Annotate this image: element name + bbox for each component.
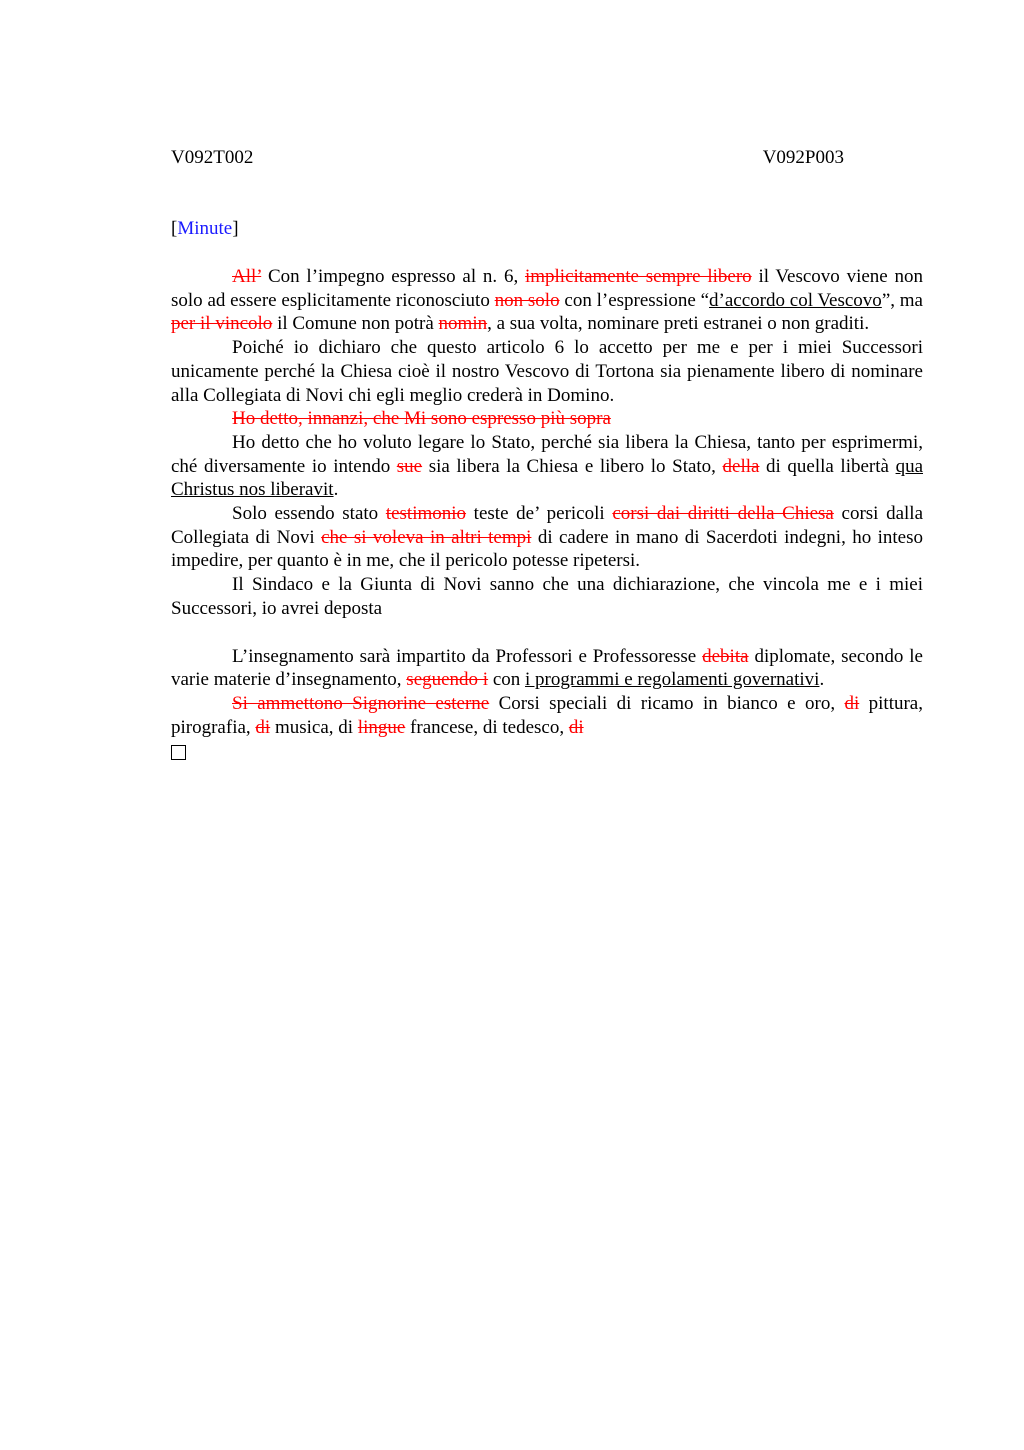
deleted-text: testimonio [385,503,467,525]
text-run: di cadere in mano di Sacerdoti indegni, ho inteso impedire, per quanto è in me, che il pericolo potesse ripetersi. [171,526,924,572]
text-run: francese, di tedesco, [405,716,569,738]
paragraph-1 [171,265,923,336]
paragraph-8 [171,692,923,739]
minute-link[interactable]: Minute [177,218,233,239]
text-code: V092T002 [171,147,254,168]
deleted-text: per il vincolo [171,313,273,335]
deleted-text: lingue [357,716,406,738]
paragraph-2 [171,336,923,407]
text-run: pittura, pirografia, [171,692,923,738]
document-header [171,146,923,170]
text-run: Corsi speciali di ricamo in bianco e oro, [489,692,845,714]
text-run: musica, di [270,716,358,738]
deleted-text: seguendo i [406,669,489,691]
text-run: il Vescovo viene non solo ad essere esplicitamente riconosciuto [171,266,923,311]
text-run: . [333,479,339,501]
deleted-text: sue [396,455,423,477]
page-code: V092P003 [762,147,844,168]
text-run: con [488,669,526,691]
paragraph-6 [171,573,923,620]
text-run: diplomate, secondo le varie materie d’insegnamento, [171,645,923,691]
deleted-text: implicitamente sempre libero [524,266,752,287]
document-body [171,265,923,767]
text-run: con l’espressione “ [559,289,710,311]
underlined-text: i programmi e regolamenti governativi [525,669,820,691]
paragraph-gap [171,621,923,645]
text-run: di quella libertà [759,455,896,477]
deleted-text: di [568,716,584,738]
deleted-text: non solo [494,289,560,311]
text-run: Poiché io dichiaro che questo articolo 6 lo accetto per me e per i miei Successori unicamente perché la Chiesa cioè il nostro Vescovo di Tortona sia pienamente libero di nominare alla Collegiata di Novi chi egli meglio crederà in Domino. [171,337,923,406]
minute-label [171,217,239,241]
text-run: corsi dalla Collegiata di Novi [171,503,924,548]
deleted-text: corsi dai diritti della Chiesa [612,503,834,525]
deleted-text: All’ [232,266,262,287]
underlined-text: d’accordo col Vescovo [709,289,882,311]
underlined-text: qua Christus nos liberavit [171,455,923,501]
deleted-text: della [722,455,760,477]
text-run: Con l’impegno espresso al n. 6, [261,266,525,287]
deleted-text: Si ammettono Signorine esterne [232,692,490,714]
deleted-text: debita [702,645,749,667]
deleted-text: che si voleva in altri tempi [321,526,532,548]
text-run: Solo essendo stato [232,503,386,525]
deleted-text: di [255,716,271,738]
text-run: ”, ma [881,289,923,311]
minute-open-bracket: [ [171,218,178,239]
empty-box-icon [171,745,186,760]
text-run: sia libera la Chiesa e libero lo Stato, [422,455,723,477]
end-marker [171,739,923,767]
text-run: , a sua volta, nominare preti estranei o non graditi. [487,313,870,335]
deleted-text: nomin [438,313,488,335]
text-run: il Comune non potrà [272,313,439,335]
text-run: Il Sindaco e la Giunta di Novi sanno che una dichiarazione, che vincola me e i miei Successori, io avrei deposta [171,574,923,619]
deleted-text: Ho detto, innanzi, che Mi sono espresso più sopra [232,408,611,430]
text-run: Ho detto che ho voluto legare lo Stato, perché sia libera la Chiesa, tanto per esprimermi, ché diversamente io intendo [171,431,923,477]
paragraph-4 [171,431,923,502]
paragraph-3 [171,407,923,431]
text-run: L’insegnamento sarà impartito da Professori e Professoresse [232,645,703,667]
deleted-text: di [844,692,860,714]
paragraph-7 [171,645,923,692]
paragraph-5 [171,502,923,573]
minute-close-bracket: ] [232,218,239,239]
text-run: teste de’ pericoli [466,503,613,525]
text-run: . [819,669,825,691]
